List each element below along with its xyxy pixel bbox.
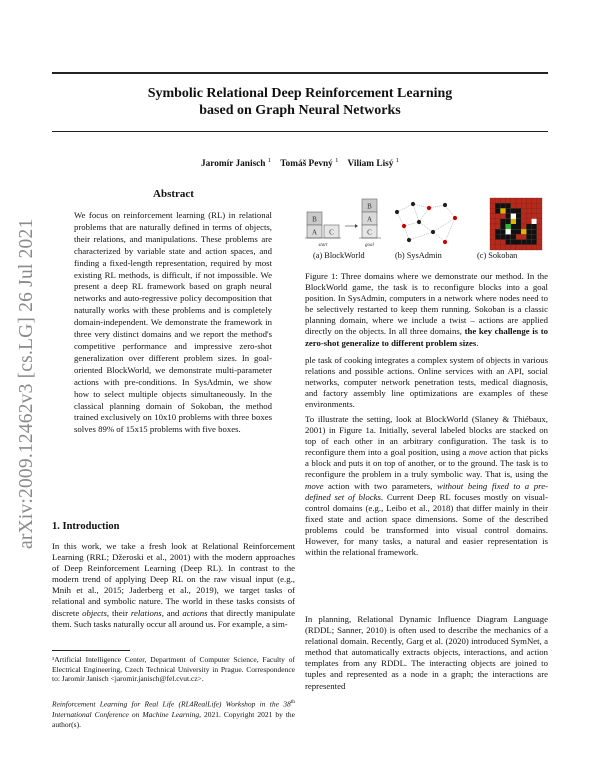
sokoban-wall-tile — [495, 245, 500, 250]
sokoban-floor-tile — [495, 229, 500, 234]
sokoban-floor-tile — [495, 234, 500, 239]
sokoban-wall-tile — [526, 219, 531, 224]
sokoban-wall-tile — [490, 219, 495, 224]
sokoban-wall-tile — [506, 198, 511, 203]
sokoban-floor-tile — [506, 208, 511, 213]
sokoban-floor-tile — [532, 229, 537, 234]
sokoban-wall-tile — [500, 245, 505, 250]
paragraph-emphasis: without being fixed to a pre-defined set of blocks — [305, 480, 548, 502]
sokoban-floor-tile — [500, 203, 505, 208]
sokoban-wall-tile — [490, 224, 495, 229]
sokoban-wall-tile — [537, 240, 542, 245]
sokoban-wall-tile — [532, 208, 537, 213]
workshop-sup: th — [290, 699, 295, 705]
sokoban-wall-tile — [537, 214, 542, 219]
paragraph-emphasis: move — [468, 447, 488, 458]
sokoban-wall-tile — [537, 245, 542, 250]
intro-emphasis: actions — [182, 607, 208, 618]
start-label: start — [318, 243, 328, 248]
sokoban-floor-tile — [506, 219, 511, 224]
sokoban-floor-tile — [521, 240, 526, 245]
sokoban-box-tile — [500, 208, 505, 213]
sokoban-floor-tile — [516, 219, 521, 224]
footnote-rule — [52, 650, 130, 651]
sokoban-wall-tile — [516, 234, 521, 239]
title-rule-top — [52, 72, 548, 74]
workshop-notice — [52, 697, 295, 730]
arxiv-identifier: arXiv:2009.12462v3 [cs.LG] 26 Jul 2021 — [16, 218, 37, 550]
sokoban-wall-tile — [495, 240, 500, 245]
block-label: C — [329, 228, 334, 237]
sokoban-wall-tile — [537, 219, 542, 224]
caption-text: . — [476, 337, 479, 348]
paragraph-text: To illustrate the setting, look at BlockWorld (Slaney & Thiébaux, 2001) in Figure 1a. Initially, several labeled blocks are stacked on top of each other in an arbitrary configuration. The task is to reconfigure them into a goal position, using a — [305, 414, 548, 458]
sokoban-wall-tile — [537, 208, 542, 213]
author-name: Viliam Lisý — [347, 159, 394, 170]
title-line-2: based on Graph Neural Networks — [199, 103, 401, 118]
sokoban-floor-tile — [532, 240, 537, 245]
sokoban-wall-tile — [500, 240, 505, 245]
figure-1-caption — [305, 271, 548, 349]
body-paragraph — [305, 414, 548, 558]
sokoban-wall-tile — [490, 198, 495, 203]
subfigure-label-sokoban: (c) Sokoban — [477, 251, 518, 260]
author-name: Tomáš Pevný — [280, 159, 333, 170]
blockworld-illustration — [305, 199, 381, 248]
sokoban-wall-tile — [521, 224, 526, 229]
author-name: Jaromír Janisch — [201, 159, 266, 170]
sokoban-wall-tile — [511, 198, 516, 203]
sokoban-wall-tile — [526, 203, 531, 208]
sokoban-wall-tile — [490, 229, 495, 234]
intro-text-part: , and — [161, 607, 183, 618]
sokoban-wall-tile — [516, 203, 521, 208]
sokoban-floor-tile — [516, 240, 521, 245]
workshop-text: International Conference on Machine Learning — [52, 709, 200, 719]
abstract-text: We focus on reinforcement learning (RL) in relational problems that are naturally defined in terms of objects, their relations, and manipulations. These problems are characterized by variable state and action spaces, and finding a fixed-length representation, required by most existing RL methods, is difficult, if not impossible. We present a deep RL framework based on graph neural networks and auto-regressive policy decomposition that naturally works with these problems and is completely domain-independent. We demonstrate the framework in three very distinct domains and we report the method's competitive performance and impressive zero-shot generalization over different problem sizes. In goal-oriented BlockWorld, we demonstrate multi-parameter actions with pre-conditions. In SysAdmin, we show how to select multiple objects simultaneously. In the classical planning domain of Sokoban, the method trained exclusively on 10x10 problems with three boxes solves 89% of 15x15 problems with five boxes. — [74, 210, 272, 435]
author-affiliation: 1 — [395, 157, 399, 164]
block-label: B — [367, 202, 372, 211]
sokoban-wall-tile — [521, 234, 526, 239]
sokoban-wall-tile — [495, 198, 500, 203]
arrow-head-icon — [355, 224, 358, 228]
sokoban-wall-tile — [490, 240, 495, 245]
goal-label: goal — [365, 243, 374, 248]
sokoban-wall-tile — [526, 208, 531, 213]
sokoban-wall-tile — [521, 219, 526, 224]
sokoban-floor-tile — [506, 214, 511, 219]
block-label: A — [366, 215, 373, 224]
sokoban-floor-tile — [511, 229, 516, 234]
sokoban-wall-tile — [516, 245, 521, 250]
sokoban-goal-tile — [511, 214, 516, 219]
sokoban-floor-tile — [506, 240, 511, 245]
intro-text-part: In this work, we take a fresh look at Relational Reinforcement Learning (RRL; Džeroski et al., 2001) with the modern approaches of Deep Reinforcement Learning (Deep RL). In contrast to the modern trend of applying Deep RL on the raw visual input (e.g., Mnih et al., 2015; Jaderberg et al., 2019), we target tasks of relational and symbolic nature. The world in these tasks consists of discrete — [52, 541, 295, 618]
sokoban-wall-tile — [537, 224, 542, 229]
sokoban-wall-tile — [495, 224, 500, 229]
author-affiliation: 1 — [267, 157, 272, 164]
sokoban-floor-tile — [526, 234, 531, 239]
sysadmin-network-illustration — [397, 204, 455, 242]
paragraph-text: action with two parameters, — [323, 480, 437, 491]
sokoban-floor-tile — [500, 234, 505, 239]
paper-title — [52, 85, 548, 119]
sokoban-wall-tile — [526, 245, 531, 250]
sokoban-wall-tile — [537, 234, 542, 239]
sokoban-floor-tile — [516, 229, 521, 234]
sokoban-box-tile — [511, 219, 516, 224]
sokoban-wall-tile — [526, 198, 531, 203]
sokoban-floor-tile — [532, 224, 537, 229]
sokoban-wall-tile — [490, 234, 495, 239]
sokoban-floor-tile — [506, 234, 511, 239]
author-affiliation: 1 — [335, 157, 339, 164]
sokoban-floor-tile — [532, 234, 537, 239]
sokoban-wall-tile — [490, 214, 495, 219]
sokoban-wall-tile — [537, 229, 542, 234]
body-paragraph: ple task of cooking integrates a complex system of objects in various relations and possible actions. Online services with an API, social networks, computer network penetration tests, medical diagnosis, and factory assembly line optimizations are examples of these environments. — [305, 355, 548, 410]
block-label: A — [311, 228, 318, 237]
paragraph-emphasis: move — [305, 480, 324, 491]
sokoban-wall-tile — [537, 198, 542, 203]
paragraph-text: action that picks a block and puts it on top of another, or to the ground. The task is to reconfigure the problem in a truly symbolic way. That is, using the — [305, 447, 548, 480]
sokoban-wall-tile — [521, 203, 526, 208]
sokoban-floor-tile — [516, 208, 521, 213]
sokoban-wall-tile — [521, 208, 526, 213]
sokoban-floor-tile — [500, 224, 505, 229]
sokoban-floor-tile — [511, 234, 516, 239]
introduction-heading: 1. Introduction — [52, 521, 120, 532]
sokoban-floor-tile — [516, 214, 521, 219]
sokoban-floor-tile — [495, 208, 500, 213]
sokoban-wall-tile — [490, 203, 495, 208]
sokoban-wall-tile — [490, 245, 495, 250]
sokoban-goal-tile — [506, 229, 511, 234]
sokoban-wall-tile — [500, 214, 505, 219]
sokoban-grid-illustration — [490, 198, 542, 250]
title-rule-bottom — [52, 131, 548, 132]
sokoban-wall-tile — [495, 219, 500, 224]
sokoban-floor-tile — [511, 240, 516, 245]
sokoban-floor-tile — [495, 203, 500, 208]
author-list — [52, 157, 548, 169]
paragraph-text: . Current Deep RL focuses mostly on visual-control domains (e.g., Leibo et al., 2018) that differ mainly in their fixed state and action space dimensions. Some of the described problems could be transformed into visual control domains. However, for many tasks, a natural and easier representation is within the relational framework. — [305, 491, 548, 558]
abstract-heading: Abstract — [153, 188, 194, 200]
sokoban-wall-tile — [521, 214, 526, 219]
sokoban-floor-tile — [516, 224, 521, 229]
block-label: C — [367, 228, 372, 237]
sokoban-floor-tile — [506, 203, 511, 208]
sokoban-wall-tile — [532, 214, 537, 219]
workshop-text: Reinforcement Learning for Real Life (RL4RealLife) Workshop in the 38 — [52, 699, 291, 709]
intro-emphasis: relations — [130, 607, 162, 618]
sokoban-wall-tile — [495, 214, 500, 219]
sokoban-wall-tile — [526, 214, 531, 219]
body-paragraph: In planning, Relational Dynamic Influence Diagram Language (RDDL; Sanner, 2010) is often used to describe the mechanics of a relational domain. Recently, Garg et al. (2020) introduced SymNet, a method that automatically extracts objects, interactions, and action templates from any RDDL. The interacting objects are joined to tuples and represented as a node in a graph; the interactions are represented — [305, 614, 548, 691]
sokoban-floor-tile — [526, 240, 531, 245]
sokoban-wall-tile — [521, 245, 526, 250]
sokoban-goal-tile — [532, 219, 537, 224]
sokoban-wall-tile — [521, 198, 526, 203]
sokoban-floor-tile — [511, 208, 516, 213]
caption-text: Figure 1: Three domains where we demonstrate our method. In the BlockWorld game, the task is to reconfigure blocks into a goal position. In SysAdmin, computers in a network where nodes need to be selectively restarted to keep them running. Sokoban is a classic planning domain, where we include a twist – actions are applied directly on the objects. In all three domains, — [305, 271, 548, 337]
intro-text-part: , their — [106, 607, 131, 618]
sokoban-wall-tile — [532, 245, 537, 250]
intro-text-part: that directly manipulate them. Such tasks naturally occur all around us. For example, a sim- — [52, 607, 295, 629]
subfigure-label-blockworld: (a) BlockWorld — [313, 251, 365, 260]
caption-bold-text: the key challenge is to zero-shot generalize to different problem sizes — [305, 326, 548, 348]
subfigure-label-sysadmin: (b) SysAdmin — [395, 251, 442, 260]
sokoban-floor-tile — [526, 224, 531, 229]
sokoban-wall-tile — [532, 203, 537, 208]
intro-emphasis: objects — [82, 607, 107, 618]
title-line-1: Symbolic Relational Deep Reinforcement Learning — [147, 86, 453, 101]
sokoban-wall-tile — [511, 245, 516, 250]
sokoban-wall-tile — [500, 198, 505, 203]
sokoban-floor-tile — [500, 219, 505, 224]
sokoban-floor-tile — [500, 229, 505, 234]
workshop-text: , 2021. Copyright 2021 by the author(s). — [52, 709, 295, 729]
block-label: B — [312, 215, 317, 224]
sokoban-wall-tile — [511, 203, 516, 208]
affiliation-footnote: ¹Artificial Intelligence Center, Department of Computer Science, Faculty of Electrical Engineering, Czech Technical University in Prague. Correspondence to: Jaromír Janisch <jaromir.janisch@fel.cvut.cz>. — [52, 655, 295, 684]
sokoban-wall-tile — [516, 198, 521, 203]
sokoban-wall-tile — [490, 208, 495, 213]
sokoban-player-tile — [506, 224, 511, 229]
sokoban-wall-tile — [506, 245, 511, 250]
introduction-text — [52, 541, 295, 630]
sokoban-wall-tile — [537, 203, 542, 208]
sokoban-floor-tile — [526, 229, 531, 234]
sokoban-box-tile — [521, 229, 526, 234]
sokoban-wall-tile — [532, 198, 537, 203]
sokoban-floor-tile — [511, 224, 516, 229]
